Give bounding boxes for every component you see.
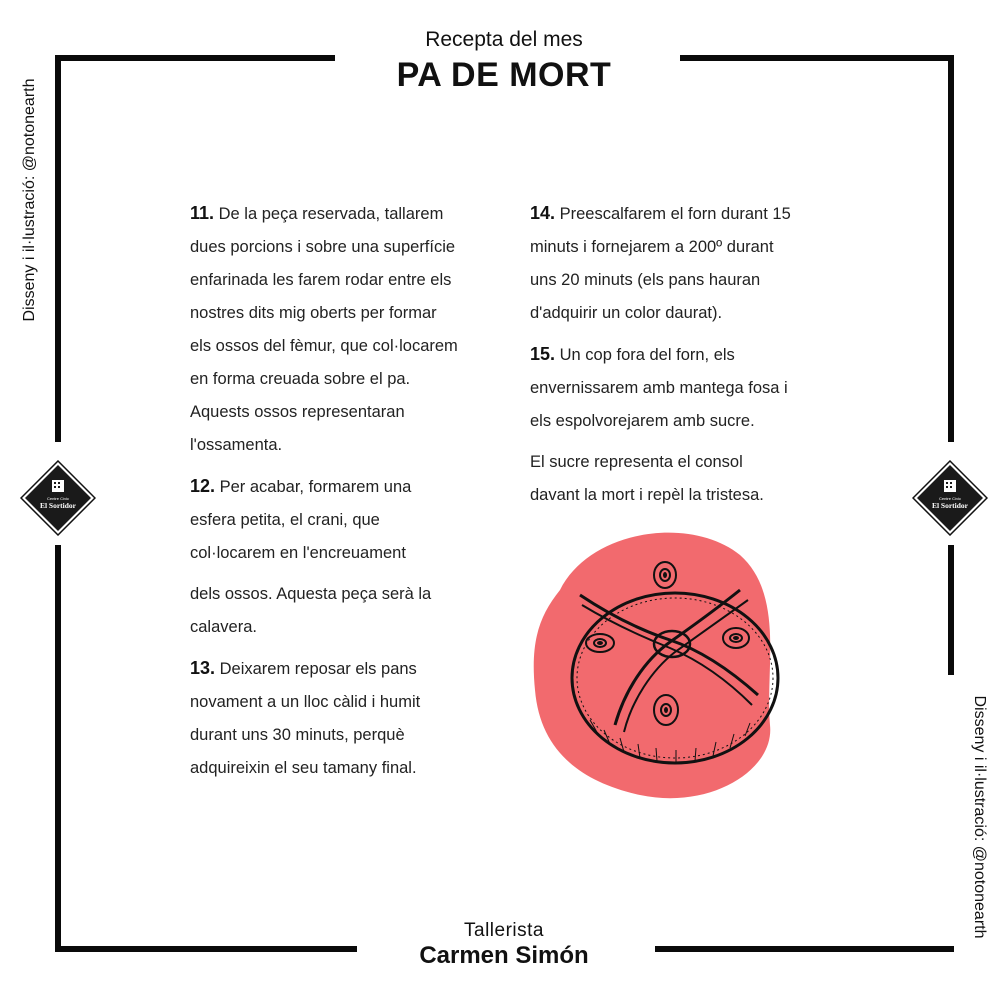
step-line: enfarinada les farem rodar entre els [190,271,452,289]
logo-right [912,460,988,536]
closing-note [530,446,830,512]
credit-left: Disseny i il·lustració: @notonearth [21,78,38,322]
step-number: 14. [530,203,556,223]
step-line: col·locarem en l'encreuament [190,544,406,562]
step-line: en forma creuada sobre el pa. [190,370,411,388]
step-line: adquireixin el seu tamany final. [190,759,417,777]
step-line: uns 20 minuts (els pans hauran [530,271,761,289]
frame-left-upper [55,55,61,442]
step-number: 15. [530,344,556,364]
step-12 [190,470,490,644]
footer-name: Carmen Simón [419,942,589,969]
step-line: els espolvorejarem amb sucre. [530,412,755,430]
step-line: els ossos del fèmur, que col·locarem [190,337,458,355]
bread-illustration-icon [520,520,785,800]
step-number: 11. [190,203,215,223]
step-line: dels ossos. Aquesta peça serà la [190,585,432,603]
steps-right-column [530,197,830,512]
step-line: Deixarem reposar els pans [219,660,417,678]
logo-left-line1: Centre Cívic [46,496,70,501]
pan-de-muerto-illustration [520,520,785,800]
closing-line: El sucre representa el consol [530,453,743,471]
frame-right-lower [948,545,954,675]
logo-left-line2: El Sortidor [39,501,77,510]
logo-left [20,460,96,536]
step-line: novament a un lloc càlid i humit [190,693,421,711]
step-line: Un cop fora del forn, els [559,346,735,364]
step-line: l'ossamenta. [190,436,283,454]
step-11 [190,197,490,462]
closing-line: davant la mort i repèl la tristesa. [530,486,764,504]
step-line: envernissarem amb mantega fosa i [530,379,788,397]
step-15 [530,338,830,438]
step-line: esfera petita, el crani, que [190,511,380,529]
step-14 [530,197,830,330]
step-line: durant uns 30 minuts, perquè [190,726,405,744]
step-line: dues porcions i sobre una superfície [190,238,456,256]
logo-right-line2: El Sortidor [931,501,969,510]
step-line: minuts i fornejarem a 200º durant [530,238,774,256]
building-logo-icon [912,460,988,536]
step-number: 13. [190,658,216,678]
step-line: d'adquirir un color daurat). [530,304,723,322]
step-line: calavera. [190,618,257,636]
steps-left-column [190,197,490,785]
logo-right-line1: Centre Cívic [938,496,962,501]
frame-left-lower [55,545,61,952]
frame-right-upper [948,55,954,442]
step-line: Aquests ossos representaran [190,403,405,421]
recipe-subtitle: Recepta del mes [425,28,583,51]
step-line: De la peça reservada, tallarem [218,205,444,223]
credit-right: Disseny i il·lustració: @notonearth [971,695,988,939]
footer-role: Tallerista [464,920,544,941]
step-line: Per acabar, formarem una [219,478,412,496]
recipe-title: PA DE MORT [396,56,612,94]
step-line: nostres dits mig oberts per formar [190,304,437,322]
step-number: 12. [190,476,216,496]
building-logo-icon [20,460,96,536]
step-line: Preescalfarem el forn durant 15 [559,205,791,223]
step-13 [190,652,490,785]
